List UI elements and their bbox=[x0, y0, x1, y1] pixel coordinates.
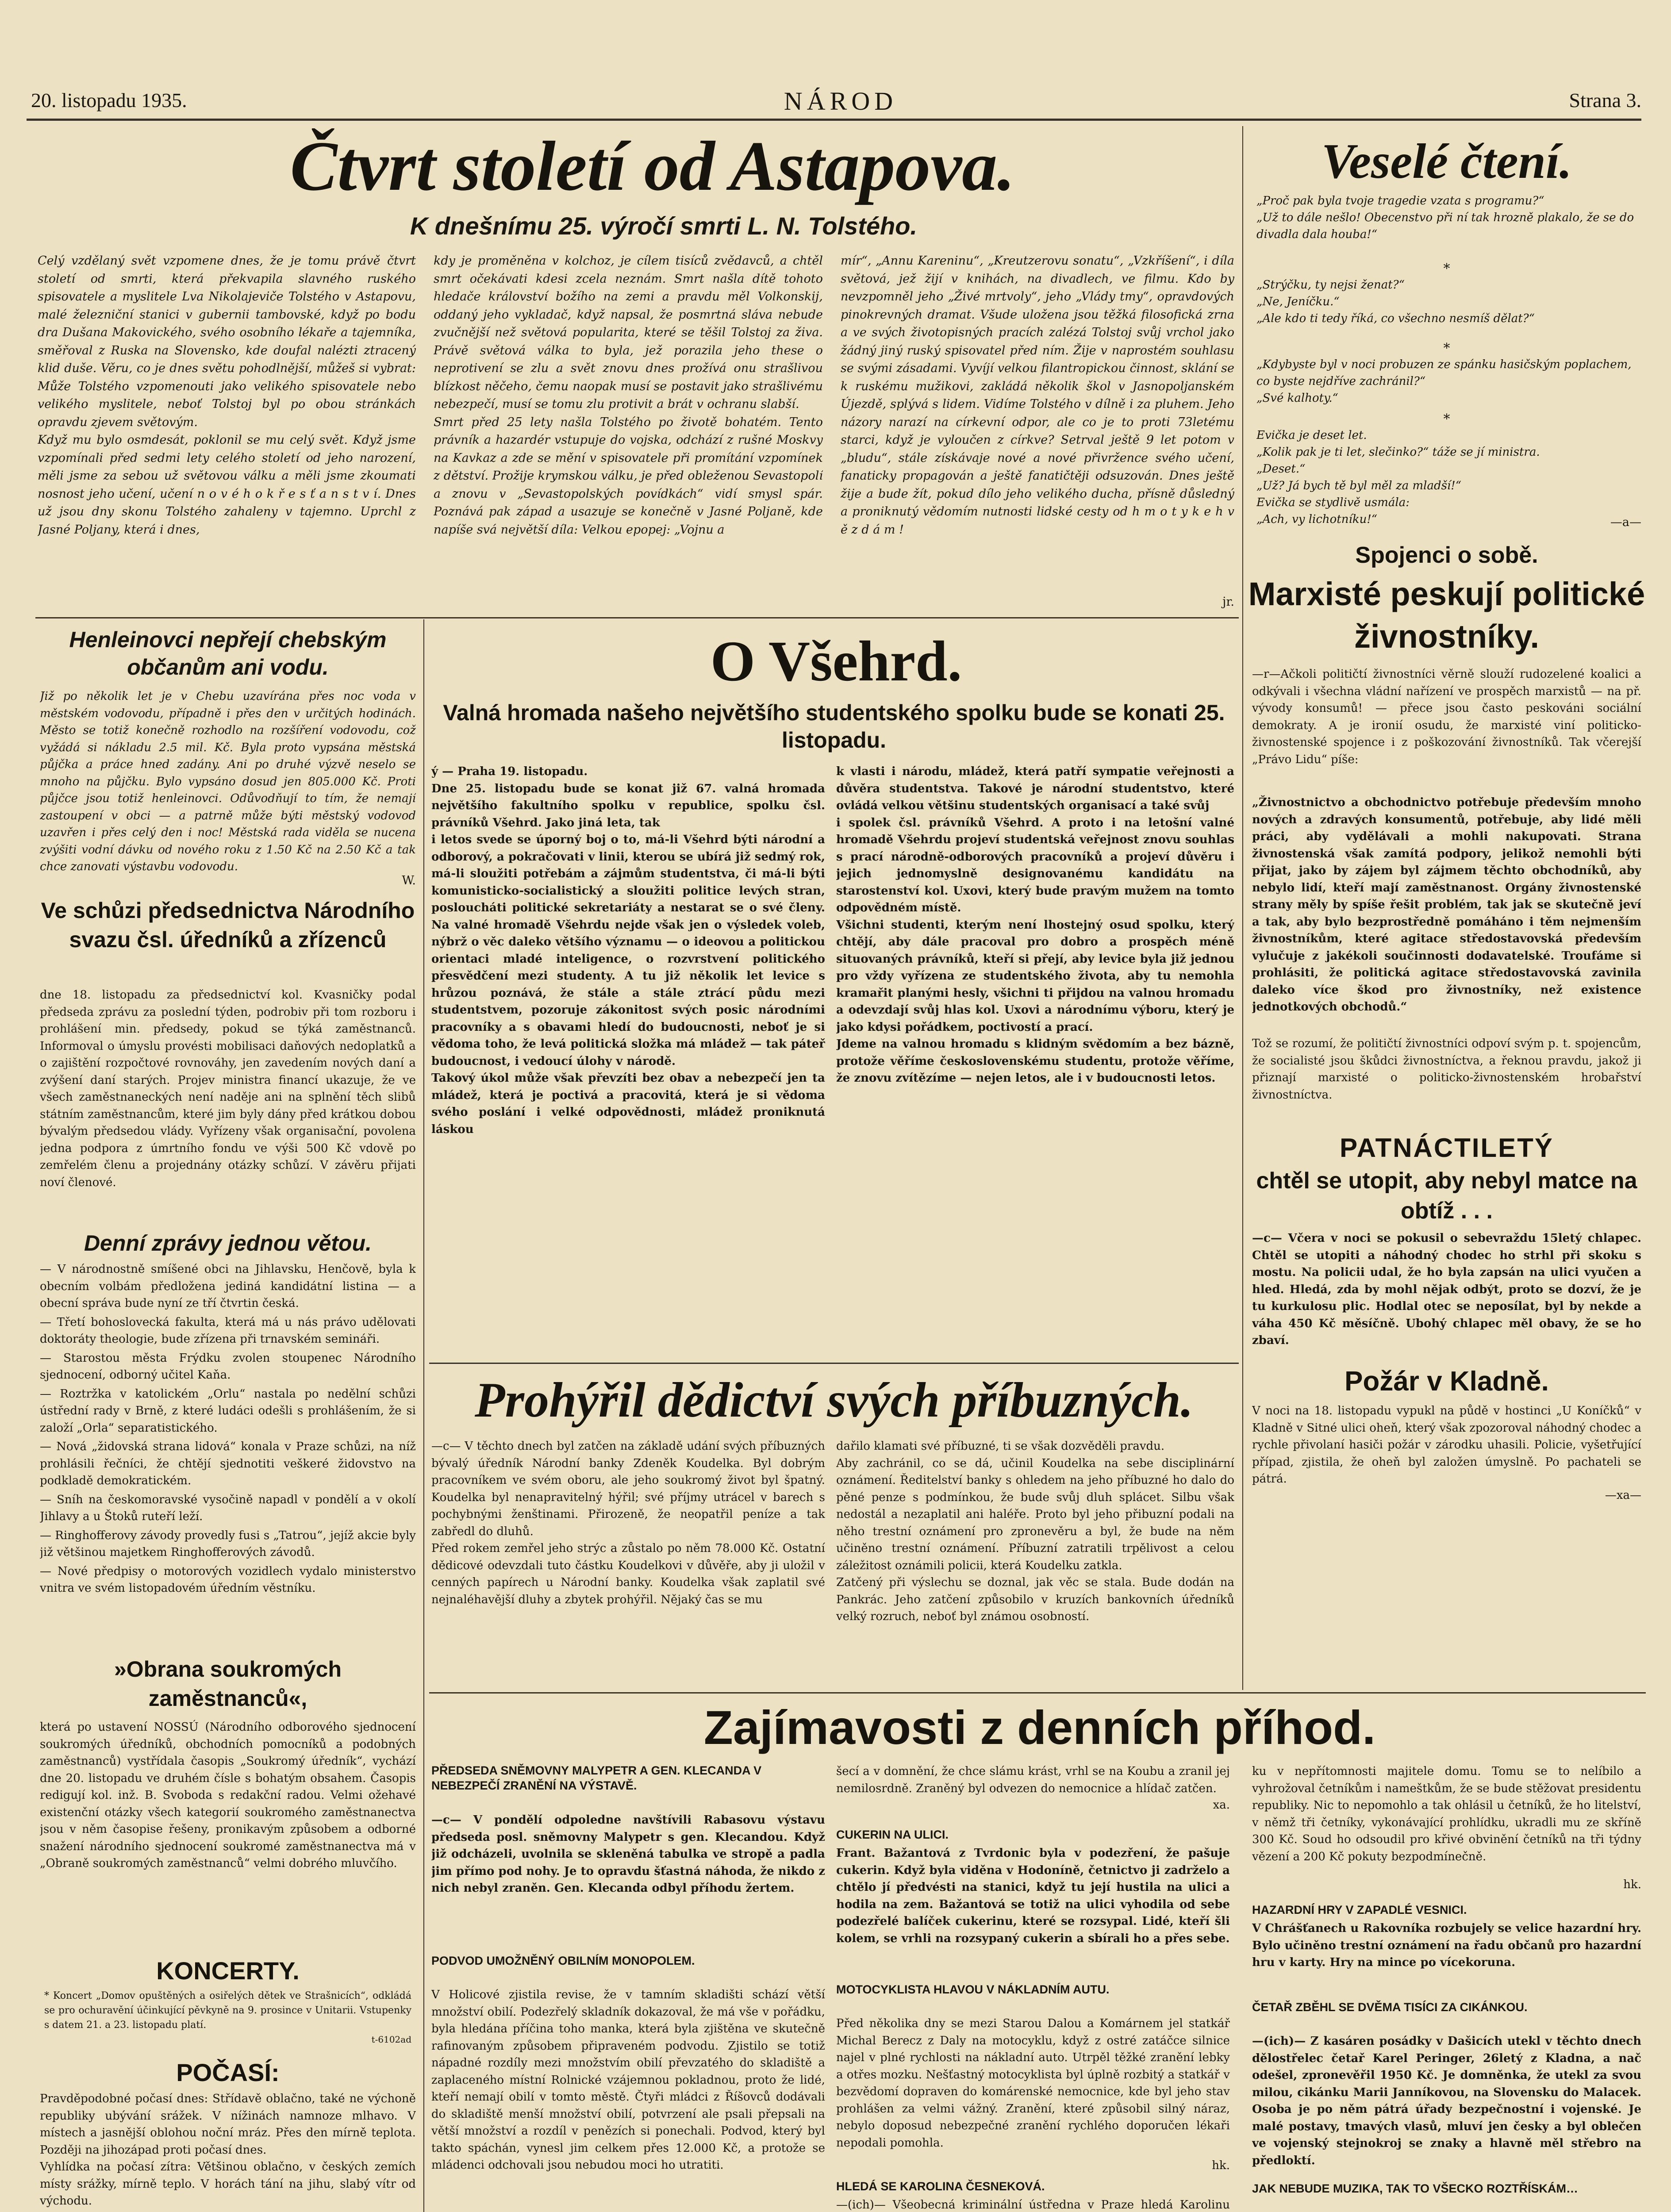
denni-zpravy-headline: Denní zprávy jednou větou. bbox=[84, 1231, 372, 1256]
joke-separator: * bbox=[1443, 341, 1450, 356]
column-divider bbox=[423, 619, 424, 2212]
vesele-signature: —a— bbox=[1610, 515, 1641, 529]
zajimavosti-c1-body: ku v nepřítomnosti majitele domu. Tomu se to nelíbilo a vyhrožoval četníkům i nameštkům, že se bude stěžovat presidentu republiky. Nic to nepomohlo a tak ohlásil u četníků, že ho litelství, v němž tři četníky, vykonávající prohlídku, ukradli mu ze skříně 300 Kč. Soud ho odsoudil pro křivé obvinění četníků na tři týdny vězení a 200 Kč pokuty bezpodmínečně. bbox=[1252, 1765, 1641, 1863]
list-item: — Ringhofferovy závody provedly fusi s „Tatrou“, jejíž akcie byly již většinou majetkem Ringhofferových závodů. bbox=[40, 1528, 416, 1559]
pozar-headline: Požár v Kladně. bbox=[1344, 1366, 1549, 1397]
zajimavosti-top-rule bbox=[429, 1692, 1646, 1694]
joke-2: „Strýčku, ty nejsi ženat?“ „Ne, Jeníčku.“ „Ale kdo ti tedy říká, co všechno nesmíš dělat?“ bbox=[1256, 278, 1535, 325]
pozar-signature: —xa— bbox=[1605, 1489, 1641, 1502]
prohyril-headline: Prohýřil dědictví svých příbuzných. bbox=[475, 1373, 1193, 1428]
patnactilety-kicker: PATNÁCTILETÝ bbox=[1340, 1133, 1554, 1163]
vsehrd-subhead: Valná hromada našeho největšího studentského spolku bude se konati 25. listopadu. bbox=[443, 700, 1225, 753]
zajimavosti-a2-body: V Holicové zjistila revise, že v tamním skladišti schází větší množství obilí. Podezřelý skladník dokazoval, že má vše v pořádku, byla hledána příčina toho manka, která byla zjištěna ve skutečně rafinovaným způsobem připraveném podvodu. Zjistilo se totiž nápadné rozdíly mezi množstvím obilí převzatého do skladiště a zaplaceného místní Rolnické vzájemnou pokladnou, proto že lidé, kteří nemají obilí v tomto městě. Čtyři mládci z Říšovců dodávali do skladiště menší množství obilí, potvrzení ale psali přepsali na větší množství a rozdíl v penězích si ponechali. Podvod, který byl takto spáchán, vynesl jim celkem přes 12.000 Kč, a protože se mládenci odchovali jsou nebudou moci ho utratiti. bbox=[431, 1988, 825, 2172]
tolstoj-subhead: K dnešnímu 25. výročí smrti L. N. Tolstého. bbox=[410, 212, 918, 240]
zajimavosti-b3-heading: MOTOCYKLISTA HLAVOU V NÁKLADNÍM AUTU. bbox=[836, 1983, 1110, 1996]
column-divider bbox=[1242, 126, 1243, 1690]
list-item: — Roztržka v katolickém „Orlu“ nastala po nedělní schůzi ústřední rady v Brně, z které ludáci odešli s prohlášením, že si založí „Orla“ separatistického. bbox=[40, 1387, 416, 1435]
denni-zpravy-list bbox=[40, 1261, 416, 1650]
zajimavosti-b2-heading: CUKERIN NA ULICI. bbox=[836, 1828, 949, 1841]
zajimavosti-b4-body: —(ich)— Všeobecná kriminální ústředna v Praze hledá Karolinu bbox=[836, 2198, 1230, 2212]
tolstoj-column-1: Celý vzdělaný svět vzpomene dnes, že je tomu právě čtvrt století od smrti, která překvapila slavného ruského spisovatele a myslitele Lva Nikolajeviče Tolstého v Astapovu, malé železniční stanici v gubernii tambovské, když po bodu dra Dušana Makovického, svého osobního lékaře a tajemníka, směřoval z Ruska na Slovensko, kde doufal nalézti ztracený klid duše. Věru, co je dnes světu pohodlnější, můžeš si vybrat: Může Tolstého vzpomenouti jako velikého spisovatele nebo velikého myslitele, neboť Tolstoj byl po obou stránkách opravdu zjevem světovým. Když mu bylo osmdesát, poklonil se mu celý svět. Když jsme vzpomínali před sedmi lety celého století od jeho narození, měli jsme za sebou už světovou válku a měli jsme zkoumati nosnost jeho učení, učení n o v é h o k ř e s ť a n s t v í. Dnes už jsou dny skonu Tolstého zahaleny v tajemno. Uprchl z Jasné Poljany, která i dnes, bbox=[38, 254, 416, 537]
list-item: — Nové předpisy o motorových vozidlech vydalo ministerstvo vnitra ve svém listopadovém úředním věstníku. bbox=[40, 1564, 416, 1595]
tolstoj-signature: jr. bbox=[1222, 595, 1234, 609]
zajimavosti-c3-body: —(ich)— Z kasáren posádky v Dašicích utekl v těchto dnech dělostřelec četař Karel Peringer, 26letý z Kladna, a nač odešel, zpronevěřil 1950 Kč. Je domněnka, že utekl za svou milou, cikánku Marii Janníkovou, na Slovensku do Malacek. Osoba je po něm pátrá úřady bezpečnostní i vojenské. Je malé postavy, tmavých vlasů, mluví jen česky a byl oblečen ve vojenský stejnokroj se znaky a hlavně měl střebro na předloktí. bbox=[1252, 2035, 1641, 2167]
prohyril-column-1: —c— V těchto dnech byl zatčen na základě udání svých příbuzných bývalý úředník Národní banky Zdeněk Koudelka. Byl dobrým pracovníkem ve svém oboru, ale jeho soukromý život byl špatný. Koudelka byl nenapravitelný hýřil; své příjmy utrácel v barech s pochybnými ženštinami. Přirozeně, že neopatřil peníze a tak zabředl do dluhů. Před rokem zemřel jeho strýc a zůstalo po něm 78.000 Kč. Ostatní dědicové odevzdali tuto částku Koudelkovi v důvěře, aby ji uložil v cenných papírech u Národní banky. Koudelka však zaplatil své nejnaléhavější dluhy a zbytek prohýřil. Nějaký čas se mu bbox=[431, 1440, 825, 1606]
marxiste-headline: Marxisté peskují politické živnostníky. bbox=[1248, 576, 1645, 655]
patnactilety-body: —c— Včera v noci se pokusil o sebevraždu 15letý chlapec. Chtěl se utopiti a náhodný chodec ho strhl při skoku s mostu. Na policii udal, že ho byla zapsán na ulici vyučen a hled. Hledá, zda by mohl nějak odbýt, proto se dozví, že je tu kurkulosu plic. Hodlal otec se neposílat, byl by nekde a váha 450 Kč měsíčně. Ubohý chlapec měl obavy, že se ho zbaví. bbox=[1252, 1232, 1641, 1347]
vsehrd-headline: O Všehrd. bbox=[710, 630, 962, 693]
marxiste-kicker: Spojenci o sobě. bbox=[1355, 542, 1538, 568]
zajimavosti-headline: Zajímavosti z denních příhod. bbox=[703, 1701, 1376, 1754]
zajimavosti-c1-signature: hk. bbox=[1623, 1878, 1641, 1891]
zajimavosti-c2-body: V Chrášťanech u Rakovníka rozbujely se velice hazardní hry. Bylo učiněno trestní oznámení na řadu občanů pro hazardní hru v karty. Hry na mince po vícekoruna. bbox=[1252, 1922, 1641, 1969]
pozar-body: V noci na 18. listopadu vypukl na půdě v hostinci „U Koníčků“ v Kladně v Sitné ulici oheň, který však zpozoroval náhodný chodec a rychle přivolaní hasiči požár v zárodku uhasili. Policie, vyšetřující případ, zjistila, že oheň byl založen úmyslně. Po pachateli se pátrá. bbox=[1252, 1404, 1641, 1486]
patnactilety-headline: chtěl se utopit, aby nebyl matce na obtíž . . . bbox=[1256, 1168, 1637, 1224]
obrana-body: která po ustavení NOSSÚ (Národního odborového sjednocení soukromých úředníků, obchodních pomocníků a podobných zaměstnanců) vystřídala časopis „Soukromý úředník“, vychází dne 20. listopadu ve druhém čísle s bohatým obsahem. Časopis redigují kol. inž. B. Svoboda s redakční radou. Velmi ožehavé existenční otázky všech kategorií soukromého zaměstnanectva jsou v něm časopise řešeny, pronikavým způsobem a odborné snažení národního sjednocení soukromé zaměstnanectva má v „Obraně soukromých zaměstnanců“ velmi dobrého mluvčího. bbox=[40, 1720, 416, 1870]
zajimavosti-a1-heading: PŘEDSEDA SNĚMOVNY MALYPETR A GEN. KLECANDA V NEBEZPEČÍ ZRANĚNÍ NA VÝSTAVĚ. bbox=[431, 1764, 762, 1792]
zajimavosti-a1-body: —c— V pondělí odpoledne navštívili Rabasovu výstavu předseda posl. sněmovny Malypetr s gen. Klecandou. Když již odcházeli, uvolnila se skleněná tabulka ve stropě a padla jim přímo pod nohy. Je to opravdu šťastná náhoda, že nikdo z nich nebyl zraněn. Gen. Klecanda odbyl příhodu žertem. bbox=[431, 1813, 825, 1895]
vsehrd-column-1: ý — Praha 19. listopadu. Dne 25. listopadu bude se konat již 67. valná hromada největšího fakultního spolku v republice, spolku čsl. právníků Všehrd. Jako jiná leta, tak i letos svede se úporný boj o to, má-li Všehrd býti národní a odborový, a pokračovati v linii, kterou se ubírá již sedmý rok, má-li sloužiti potřebám a zájmům studentstva, či má-li býti komunisticko-socialistický a sloužiti politice levých stran, posloucháti politické sekretariáty a nestarat se o své členy. Na valné hromadě Všehrdu nejde však jen o výsledek voleb, nýbrž o věc daleko většího významu — o ideovou a politickou orientaci mladé inteligence, o rozvrstvení politického přesvědčení mezi studenty. A tu již několik let levice s hrůzou poznává, že stále a stále ztrácí půdu mezi studentstvem, pozoruje zákonitost svých posic národními pracovníky a s obavami hledí do budoucnosti, neboť je si vědoma toho, že levá politická složka má mládež — tak páteř budoucnost, i vedoucí úlohy v národě. Takový úkol může však převzíti bez obav a nebezpečí jen ta mládež, která je poctivá a pracovitá, která je si vědoma svého poslání i velké odpovědnosti, mládež proniknutá láskou bbox=[431, 765, 825, 1136]
newspaper-title: NÁROD bbox=[784, 87, 898, 115]
zajimavosti-a2-heading: PODVOD UMOŽNĚNÝ OBILNÍM MONOPOLEM. bbox=[431, 1954, 695, 1967]
joke-1: „Proč pak byla tvoje tragedie vzata s programu?“ „Už to dále nešlo! Obecenstvo při ní tak hrozně plakalo, že se do divadla dala houba!“ bbox=[1256, 194, 1634, 241]
zajimavosti-c2-heading: HAZARDNÍ HRY V ZAPADLÉ VESNICI. bbox=[1252, 1903, 1467, 1916]
tolstoj-headline: Čtvrt století od Astapova. bbox=[290, 127, 1015, 205]
henleinovci-signature: W. bbox=[402, 874, 416, 887]
tolstoj-bottom-rule bbox=[35, 617, 1239, 618]
joke-4: Evička je deset let. „Kolik pak je ti let, slečinko?“ táže se jí ministra. „Deset.“ „Už? Já bych tě byl měl za mladší!“ Evička se stydlivě usmála: „Ach, vy lichotníku!“ bbox=[1256, 429, 1540, 526]
pocasi-body: Pravděpodobné počasí dnes: Střídavě oblačno, také ne výchoně republiky ubývání srážek. V nížinách namnoze mlhavo. V místech a jasnější oblohou noční mráz. Přes den mírně teplota. Později na jihozápad proti počasí dnes. Vyhlídka na počasí zítra: Většinou oblačno, v českých zemích místy srážky, mírně teplo. V horách tání na jihu, slabý vítr od východu. bbox=[40, 2092, 416, 2208]
koncerty-body: * Koncert „Domov opuštěných a osiřelých dětek ve Strašnicích“, odkládá se pro ochuravění účinkující pěvkyně na 9. prosince v Unitarii. Vstupenky s datem 21. a 23. listopadu platí. bbox=[44, 1990, 411, 2031]
zajimavosti-b1-body: šecí a v domnění, že chce slámu krást, vrhl se na Koubu a zranil jej nemilosrdně. Zraněný byl odvezen do nemocnice a hlídač zatčen. bbox=[836, 1765, 1230, 1795]
list-item: — Třetí bohoslovecká fakulta, která má u nás právo udělovati doktoráty theologie, bude zřízena při trnavském semináři. bbox=[40, 1315, 416, 1346]
marxiste-paragraph-1: —r—Ačkoli političtí živnostníci věrně slouží rudozelené koalici a odkývali i všechna vládní nařízení ve prospěch marxistů — na př. vývody konsumů! — přece jsou často peskováni sociální demokraty. A je ironií osudu, že marxisté viní politicko-živnostenské spojence i z poškozování živnostníků. Tak včerejší „Právo Lidu“ píše: bbox=[1252, 668, 1641, 766]
zajimavosti-b2-body: Frant. Bažantová z Tvrdonic byla v podezření, že pašuje cukerin. Když byla viděna v Hodoníně, četnictvo ji zadrželo a chtělo jí předvésti na stanici, když tu její hustila na ulici a hodila na zem. Bažantová se totiž na ulici vyhodila od sebe podezřelé balíček cukerinu, které se rozsypal. Lidé, kteří šli kolem, se vrhli na rozsypaný cukerin a sbírali ho a přes sebe. bbox=[836, 1847, 1230, 1945]
zajimavosti-b3-body: Před několika dny se mezi Starou Dalou a Komárnem jel statkář Michal Berecz z Daly na motocyklu, když z ostré zatáčce silnice najel v plné rychlosti na nákladní auto. Utrpěl těžké zranění lebky a otřes mozku. Nešťastný motocyklista byl úplně rozbitý a statkář v bezvědomí dopraven do komárenské nemocnice, kde byl jeho stav prohlášen za velmi vážný. Zranění, které způsobil silný náraz, nebylo doposud nebezpečné zranění rychlého doporučen lékaři nepodali pomohla. bbox=[836, 2017, 1230, 2150]
joke-separator: * bbox=[1443, 261, 1450, 276]
zajimavosti-b1-signature: xa. bbox=[1213, 1798, 1230, 1812]
marxiste-paragraph-3: Tož se rozumí, že političtí živnostníci odpoví svým p. t. spojencům, že socialisté jsou škůdci živnostníctva, a řeknou pravdu, jakož ji přiznají marxisté o politicko-živnostenském hrobařství živnostníctva. bbox=[1252, 1037, 1641, 1102]
koncerty-ref: t-6102ad bbox=[371, 2034, 411, 2045]
predsednictvo-headline: Ve schůzi předsednictva Národního svazu čsl. úředníků a zřízenců bbox=[41, 898, 415, 952]
list-item: — Nová „židovská strana lidová“ konala v Praze schůzi, na níž prohlásili řečníci, že chtějí sjednotiti veškeré židovstvo na podkladě demokratickém. bbox=[40, 1440, 416, 1487]
zajimavosti-c3-heading: ČETAŘ ZBĚHL SE DVĚMA TISÍCI ZA CIKÁNKOU. bbox=[1252, 2001, 1528, 2014]
list-item: — Starostou města Frýdku zvolen stoupenec Národního sjednocení, odborný učitel Kaňa. bbox=[40, 1351, 416, 1382]
pocasi-headline: POČASÍ: bbox=[176, 2058, 280, 2086]
page-number: Strana 3. bbox=[1569, 89, 1641, 111]
zajimavosti-b3-signature: hk. bbox=[1212, 2159, 1230, 2172]
zajimavosti-c4-heading: JAK NEBUDE MUZIKA, TAK TO VŠECKO ROZTŘÍSKÁM… bbox=[1252, 2182, 1579, 2195]
issue-date: 20. listopadu 1935. bbox=[31, 89, 187, 111]
predsednictvo-body: dne 18. listopadu za předsednictví kol. Kvasničky podal předseda zprávu za poslední týden, podrobiv při tom rozboru i prohlášení min. předsedy, pokud se týká zaměstnanců. Informoval o úmyslu provésti mobilisaci daňových nedoplatků a o zajištění rozpočtové rovnováhy, jen zavedením nových daní a zvýšení daní starých. Projev ministra financí ukazuje, že ve všech zaměstnaneckých není naděje ani na splnění těch slibů státním zaměstnancům, které jim byly dány před krátkou dobou bývalým předsedou vlády. Vyřízeny však organisační, povolena jedna podpora z úmrtního fondu ve výši 500 Kč vdově po zemřelém členu a projednány otázky schůzí. V závěru přijati noví členové. bbox=[40, 988, 416, 1189]
henleinovci-headline: Henleinovci nepřejí chebským občanům ani vodu. bbox=[69, 627, 387, 680]
tolstoj-column-3: mír“, „Annu Kareninu“, „Kreutzerovu sonatu“, „Vzkříšení“, i díla světová, jež žijí v knihách, na divadlech, ve filmu. Kdo by nevzpomněl jeho „Živé mrtvoly“, jeho „Vlády tmy“, opravdových pinokrevných dramat. Všude uložena jsou těžká filosofická zrna a ve svých životopisných pracích zalézá Tolstoj svůj vrchol jako žádný jiný ruský spisovatel před ním. Žije v naprostém souhlasu se svými zásadami. Vyvíjí velkou filantropickou činnost, sklání se k ruskému mužikovi, zakládá několik škol v Jasnopoljanském Újezdě, splývá s lidem. Vidíme Tolstého v dílně i za pluhem. Jeho názory narazí na církevní odpor, ale co je to proti 73letému starci, když je vyloučen z církve? Setrval ještě 9 let potom v „bludu“, stále získávaje nové a nové přivržence svého učení, fanaticky propagován a ještě fanatičtěji odsuzován. Dnes ještě žije a bude žít, pokud dílo jeho velikého ducha, přísně důsledný a proniknutý vědomím nutnosti lidské cesty od h m o t y k e h v ě z d á m ! bbox=[841, 254, 1234, 537]
vesele-cteni-headline: Veselé čtení. bbox=[1321, 134, 1572, 189]
obrana-headline: »Obrana soukromých zaměstnanců«, bbox=[114, 1657, 342, 1711]
koncerty-headline: KONCERTY. bbox=[156, 1957, 300, 1985]
list-item: — V národnostně smíšené obci na Jihlavsku, Henčově, byla k obecním volbám předložena jediná kandidátní listina — a obecní správa bude nyní ze tří čtvrtin česká. bbox=[40, 1263, 416, 1310]
henleinovci-body: Již po několik let je v Chebu uzavírána přes noc voda v městském vodovodu, případně i přes den v určitých hodinách. Město se totiž konečně rozhodlo na rozšíření vodovodu, což vyžádá si nákladu 2.5 mil. Kč. Byla proto vypsána městská půjčka a práce hned zadány. Ani po druhé výzvě neselo se mnoho na půjčku. Bylo vypsáno dosud jen 805.000 Kč. Proti půjčce jsou totiž henleinovci. Odůvodňují to tím, že nemají zastoupení v obci — a patrně může býti městský vodovod uzavřen i přes celý den i noc! Městská rada viděla se nucena zvýšiti vodní dávku od nového roku z 1.50 Kč na 2.50 Kč a tak chce zanovati výstavbu vodovodu. bbox=[40, 690, 416, 873]
tolstoj-column-2: kdy je proměněna v kolchoz, je cílem tisíců zvědavců, a chtěl smrt očekávati kdesi zcela neznám. Smrt našla dítě tohoto hledače království božího na zemi a pravdu měl Volkonskij, oddaný jeho vykladač, když napsal, že posmrtná sláva nebude zvučnější než světová popularita, které se těšil Tolstoj za živa. Právě světová válka to byla, jež porazila jeho these o neprotivení se zlu a svět znovu dnes prožívá onu strašlivou blízkost něčeho, čemu naopak musí se postavit jako strašlivému nebezpečí, musí se tomu zlu protivit a brát v ochranu slabší. Smrt před 25 lety našla Tolstého po životě bohatém. Tento právník a hazardér vstupuje do vojska, odchází z rušné Moskvy na Kavkaz a zde se mění v spisovatele při promítání vzpomínek z dětství. Prožije krymskou válku, je před obleženou Sevastopolí a znovu v „Sevastopolských povídkách“ vidí smysl spár. Poznává pak západ a usazuje se konečně v Jasné Poljaně, kde napíše svá největší díla: Velkou epopej: „Vojnu a bbox=[434, 254, 823, 537]
marxiste-quote: „Živnostnictvo a obchodnictvo potřebuje především mnoho nových a zdravých konsumentů, potřebuje, aby lidé měli práci, aby vydělávali a mohli nakupovati. Strana živnostenská však zamítá podpory, jelikož nemohli býti přijat, jako by zájem byl zájmem těchto obchodníků, aby nebylo lidí, kteří mají zaměstnanost. Orgány živnostenské strany měly by spíše řešit problém, tak jak se skutečně jeví a tak, aby bylo bezprostředně pomáháno i těm nejmenším živnostníkům, které agitace středostavovská především vylučuje z jakékoli součinnosti dodavatelské. Troufáme si prohlásiti, že politická agitace středostavovská zavinila daleko více škod pro živnostníky, než existence jednotkových obchodů.“ bbox=[1252, 796, 1641, 1014]
list-item: — Sníh na českomoravské vysočině napadl v pondělí a v okolí Jihlavy a u Štoků ruteří leží. bbox=[40, 1493, 416, 1523]
joke-3: „Kdybyste byl v noci probuzen ze spánku hasičským poplachem, co byste nejdříve zachránil?“ „Své kalhoty.“ bbox=[1256, 358, 1632, 405]
prohyril-column-2: dařilo klamati své příbuzné, ti se však dozvěděli pravdu. Aby zachránil, co se dá, učinil Koudelka na sebe disciplinární oznámení. Ředitelství banky s ohledem na jeho příbuzné ho dalo do pěné penze s podmínkou, že bude svůj dluh splácet. Silbu však nedostál a nezaplatil ani haléře. Proto byl jeho přibuzní podali na něho trestní oznámení pro zpronevěru a byl, že bude na něm učiněno trestní oznámení. Příbuzní zatratili trpělivost a celou záležitost oznámili policii, která Koudelku zatkla. Zatčený při výslechu se doznal, jak věc se stala. Bude dodán na Pankrác. Jeho zatčení způsobilo v kruzích bankovních úředníků velký rozruch, neboť byl známou osobností. bbox=[836, 1440, 1234, 1623]
masthead-rule bbox=[27, 119, 1641, 121]
vsehrd-column-2: k vlasti i národu, mládež, která patří sympatie veřejnosti a důvěra studentstva. Takové je národní studentstvo, které ovládá velkou většinu studentských organisací a také svůj i spolek čsl. právníků Všehrd. A proto i na letošní valné hromadě Všehrdu projeví studentská veřejnost znovu souhlas s prací národně-odborových pracovníků a projeví důvěru i jejich jednomyslně designovanému kandidátu na starostenství kol. Uxovi, který bude pravým mužem na tomto odpovědném místě. Všichni studenti, kterým není lhostejný osud spolku, který chtějí, aby dále pracoval pro dobro a prospěch méně situovaných právníků, kteří si přejí, aby levice byla již jednou pro vždy vyřízena ze studentského života, aby tu nemohla kramařit planými hesly, všichni ti přijdou na valnou hromadu a odevzdají svůj hlas kol. Uxovi a národnímu výboru, který je jako kdysi pořádkem, poctivostí a prací. Jdeme na valnou hromadu s klidným svědomím a bez bázně, protože věříme československému studentu, protože věříme, že znovu zvítězíme — nejen letos, ale i v budoucnosti letos. bbox=[836, 765, 1234, 1085]
joke-separator: * bbox=[1443, 411, 1450, 427]
vsehrd-bottom-rule bbox=[429, 1363, 1239, 1364]
zajimavosti-b4-heading: HLEDÁ SE KAROLINA ČESNEKOVÁ. bbox=[836, 2180, 1045, 2193]
